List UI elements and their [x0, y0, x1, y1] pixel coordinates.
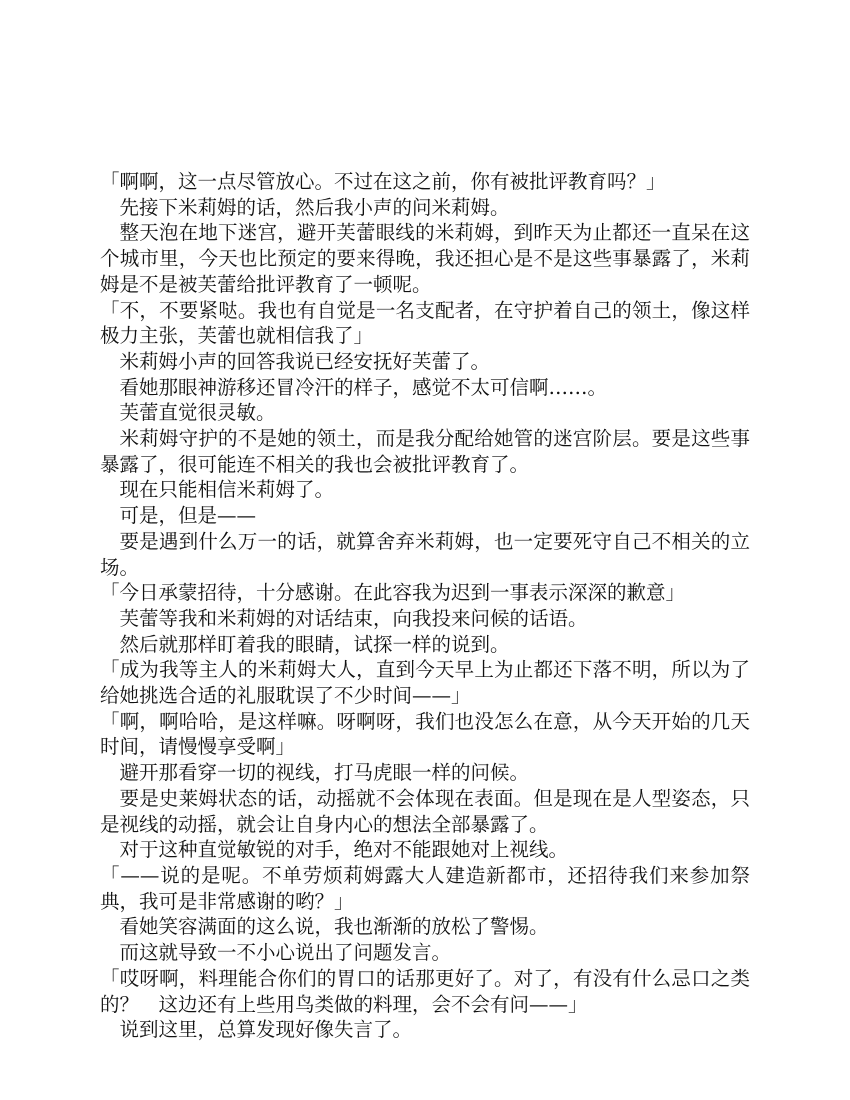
paragraph: 米莉姆小声的回答我说已经安抚好芙蕾了。	[119, 349, 491, 373]
paragraph: 而这就导致一不小心说出了问题发言。	[119, 941, 452, 965]
paragraph: 「啊，啊哈哈，是这样嘛。呀啊呀，我们也没怎么在意，从今天开始的几天时间，请慢慢享受啊」	[100, 709, 750, 759]
paragraph: 整天泡在地下迷宫，避开芙蕾眼线的米莉姆，到昨天为止都还一直呆在这个城市里，今天也比预定的要来得晚，我还担心是不是这些事暴露了，米莉姆是不是被芙蕾给批评教育了一顿呢。	[100, 221, 750, 296]
document-page	[100, 169, 750, 1043]
paragraph: 要是史莱姆状态的话，动摇就不会体现在表面。但是现在是人型姿态，只是视线的动摇，就会让自身内心的想法全部暴露了。	[100, 786, 750, 836]
paragraph: 「不，不要紧哒。我也有自觉是一名支配者，在守护着自己的领土，像这样极力主张，芙蕾也就相信我了」	[100, 298, 750, 348]
paragraph: 说到这里，总算发现好像失言了。	[119, 1018, 413, 1042]
paragraph: 看她笑容满面的这么说，我也渐渐的放松了警惕。	[119, 915, 549, 939]
paragraph: 「今日承蒙招待，十分感谢。在此容我为迟到一事表示深深的歉意」	[100, 581, 686, 605]
paragraph: 米莉姆守护的不是她的领土，而是我分配给她管的迷宫阶层。要是这些事暴露了，很可能连不相关的我也会被批评教育了。	[100, 427, 750, 476]
paragraph: 「啊啊，这一点尽管放心。不过在这之前，你有被批评教育吗？」	[100, 170, 666, 193]
paragraph: 芙蕾等我和米莉姆的对话结束，向我投来问候的话语。	[119, 606, 588, 630]
paragraph: 要是遇到什么万一的话，就算舍弃米莉姆，也一定要死守自己不相关的立场。	[100, 529, 750, 579]
paragraph: 现在只能相信米莉姆了。	[119, 478, 335, 502]
paragraph: 避开那看穿一切的视线，打马虎眼一样的问候。	[119, 761, 530, 785]
paragraph: 「——说的是呢。不单劳烦莉姆露大人建造新都市，还招待我们来参加祭典，我可是非常感谢的哟？」	[100, 863, 750, 913]
paragraph: 可是，但是——	[119, 504, 257, 528]
paragraph: 芙蕾直觉很灵敏。	[119, 401, 276, 425]
paragraph: 先接下米莉姆的话，然后我小声的问米莉姆。	[119, 195, 510, 219]
paragraph: 「成为我等主人的米莉姆大人，直到今天早上为止都还下落不明，所以为了给她挑选合适的礼服耽误了不少时间——」	[100, 658, 750, 708]
paragraph: 然后就那样盯着我的眼睛，试探一样的说到。	[119, 632, 510, 656]
paragraph: 对于这种直觉敏锐的对手，绝对不能跟她对上视线。	[119, 838, 569, 862]
paragraph: 看她那眼神游移还冒冷汗的样子，感觉不太可信啊……。	[119, 375, 608, 399]
paragraph: 「哎呀啊，料理能合你们的胃口的话那更好了。对了，有没有什么忌口之类的？ 这边还有上些用鸟类做的料理，会不会有问——」	[100, 966, 750, 1016]
